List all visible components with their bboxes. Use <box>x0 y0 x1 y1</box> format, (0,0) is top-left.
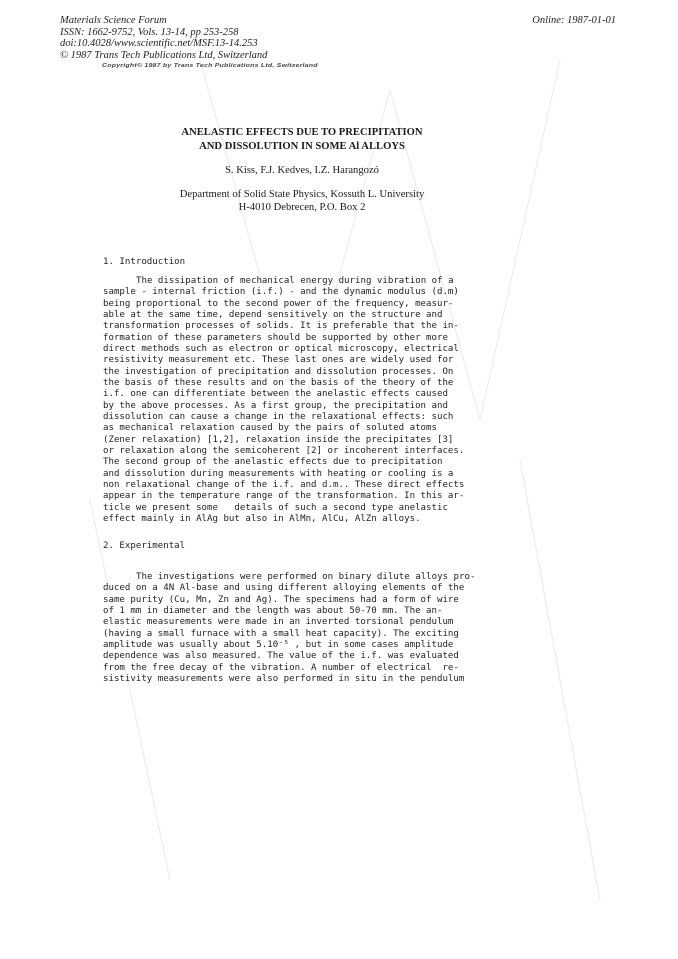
text-line: same purity (Cu, Mn, Zn and Ag). The specimens had a form of wire <box>103 594 459 605</box>
text-line: non relaxational change of the i.f. and d.m.. These direct effects <box>103 479 465 490</box>
online-date: Online: 1987-01-01 <box>532 15 616 26</box>
paper-title <box>0 126 604 153</box>
text-line: (having a small furnace with a small heat capacity). The exciting <box>103 628 459 639</box>
text-line: dissolution can cause a change in the relaxational effects: such <box>103 411 454 422</box>
text-line: The second group of the anelastic effects due to precipitation <box>103 457 443 468</box>
text-line: direct methods such as electron or optical microscopy, electrical <box>103 343 459 354</box>
title-line: ANELASTIC EFFECTS DUE TO PRECIPITATION <box>181 127 423 138</box>
text-line: The investigations were performed on binary dilute alloys pro- <box>136 572 476 582</box>
text-line: the basis of these results and on the basis of the theory of the <box>103 377 454 388</box>
text-line: effect mainly in AlAg but also in AlMn, AlCu, AlZn alloys. <box>103 513 421 524</box>
text-line: sistivity measurements were also performed in situ in the pendulum <box>103 673 465 684</box>
text-line: as mechanical relaxation caused by the pairs of soluted atoms <box>103 423 437 434</box>
text-line: and dissolution during measurements with heating or cooling is a <box>103 468 454 479</box>
section-heading-experimental: 2. Experimental <box>103 541 186 551</box>
text-line: ticle we present some details of such a second type anelastic <box>103 502 448 513</box>
author-list: S. Kiss, F.J. Kedves, I.Z. Harangozó <box>225 165 379 176</box>
introduction-paragraph <box>103 276 515 525</box>
text-line: appear in the temperature range of the transformation. In this ar- <box>103 491 465 502</box>
text-line: formation of these parameters should be supported by other more <box>103 332 448 343</box>
title-line: AND DISSOLUTION IN SOME Al ALLOYS <box>199 140 405 152</box>
text-line: resistivity measurement etc. These last ones are widely used for <box>103 355 454 366</box>
copyright-line: © 1987 Trans Tech Publications Ltd, Switzerland <box>60 49 268 61</box>
scanned-copyright-strip: Copyright© 1987 by Trans Tech Publications Ltd, Switzerland <box>102 63 318 69</box>
text-line: i.f. one can differentiate between the anelastic effects caused <box>103 389 448 400</box>
text-line: or relaxation along the semicoherent [2] or incoherent interfaces. <box>103 445 465 456</box>
text-line: amplitude was usually about 5.10⁻⁵ , but in some cases amplitude <box>103 639 454 650</box>
text-line: elastic measurements were made in an inverted torsional pendulum <box>103 617 454 628</box>
issn-line: ISSN: 1662-9752, Vols. 13-14, pp 253-258 <box>60 26 239 38</box>
text-line: of 1 mm in diameter and the length was about 50-70 mm. The an- <box>103 605 443 616</box>
text-line: by the above processes. As a first group, the precipitation and <box>103 400 448 411</box>
text-line: able at the same time, depend sensitively on the structure and <box>103 309 443 320</box>
text-line: (Zener relaxation) [1,2], relaxation inside the precipitates [3] <box>103 434 454 445</box>
text-line: sample - internal friction (i.f.) - and the dynamic modulus (d.m) <box>103 287 459 298</box>
journal-name: Materials Science Forum <box>60 15 167 26</box>
affiliation-line: H-4010 Debrecen, P.O. Box 2 <box>238 202 366 213</box>
text-line: from the free decay of the vibration. A number of electrical re- <box>103 662 459 673</box>
text-line: dependence was also measured. The value of the i.f. was evaluated <box>103 651 459 662</box>
text-line: the investigation of precipitation and dissolution processes. On <box>103 366 454 377</box>
doi-line[interactable]: doi:10.4028/www.scientific.net/MSF.13-14.253 <box>60 38 258 49</box>
text-line: The dissipation of mechanical energy during vibration of a <box>136 276 454 286</box>
affiliation-line: Department of Solid State Physics, Kossuth L. University <box>179 189 425 200</box>
text-line: duced on a 4N Al-base and using different alloying elements of the <box>103 583 465 594</box>
citation-header <box>60 15 616 61</box>
text-line: transformation processes of solids. It is preferable that the in- <box>103 321 459 332</box>
affiliation <box>0 188 604 214</box>
section-heading-introduction: 1. Introduction <box>103 257 186 267</box>
experimental-paragraph <box>103 572 515 685</box>
text-line: being proportional to the second power of the frequency, measur- <box>103 298 454 309</box>
